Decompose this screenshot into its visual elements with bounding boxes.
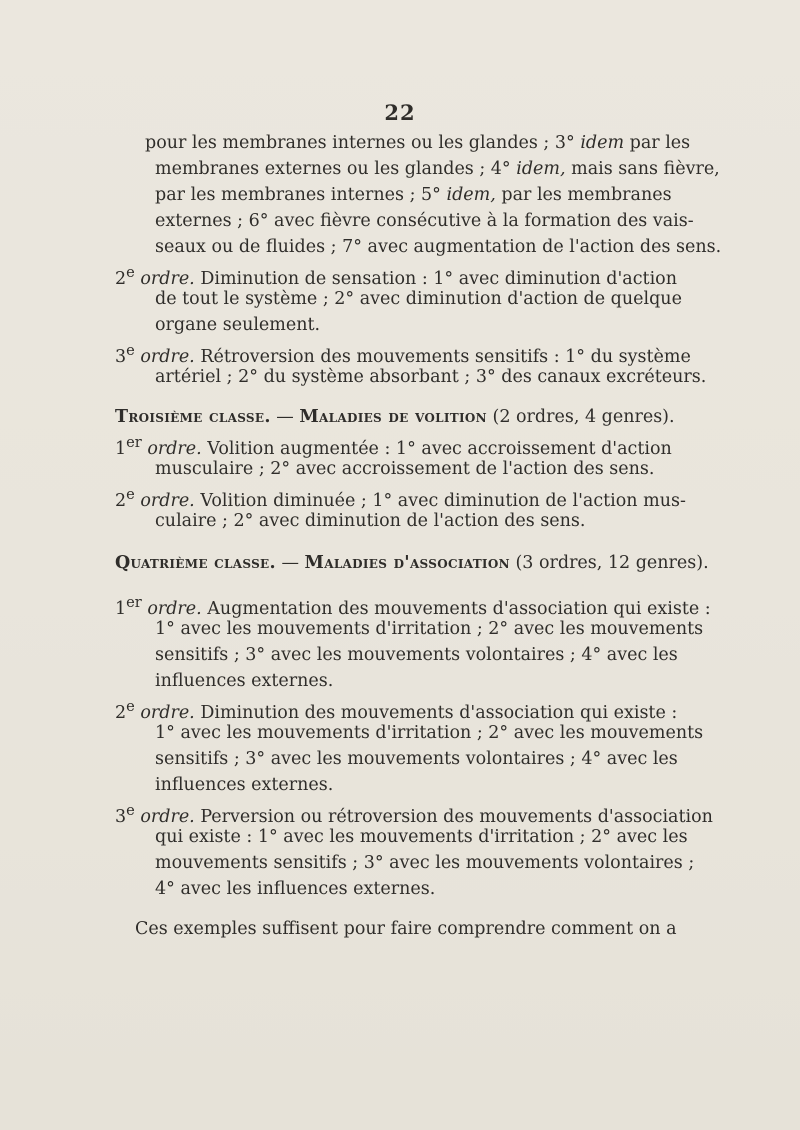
text-line: culaire ; 2° avec diminution de l'action des sens. bbox=[155, 511, 586, 531]
text-line: influences externes. bbox=[155, 775, 334, 795]
text-line: 1° avec les mouvements d'irritation ; 2° avec les mouvements bbox=[155, 723, 704, 743]
text-line: influences externes. bbox=[155, 671, 334, 691]
text-line: de tout le système ; 2° avec diminution d'action de quelque bbox=[155, 289, 682, 309]
text-line: par les membranes internes ; 5° idem, par les membranes bbox=[155, 185, 672, 205]
paragraph-line: Ces exemples suffisent pour faire comprendre comment on a bbox=[135, 919, 677, 939]
text-line: mouvements sensitifs ; 3° avec les mouvements volontaires ; bbox=[155, 853, 695, 873]
text-line: externes ; 6° avec fièvre consécutive à la formation des vais- bbox=[155, 211, 694, 231]
text-line: musculaire ; 2° avec accroissement de l'action des sens. bbox=[155, 459, 655, 479]
text-line: membranes externes ou les glandes ; 4° idem, mais sans fièvre, bbox=[155, 159, 720, 179]
page-number: 22 bbox=[384, 100, 416, 125]
order-heading-line: 3e ordre. Rétroversion des mouvements sensitifs : 1° du système bbox=[115, 342, 691, 367]
text-line: sensitifs ; 3° avec les mouvements volontaires ; 4° avec les bbox=[155, 645, 678, 665]
order-heading-line: 3e ordre. Perversion ou rétroversion des mouvements d'association bbox=[115, 802, 713, 827]
body-text bbox=[115, 130, 722, 942]
text-line: artériel ; 2° du système absorbant ; 3° des canaux excréteurs. bbox=[155, 367, 707, 387]
text-line: 1° avec les mouvements d'irritation ; 2° avec les mouvements bbox=[155, 619, 704, 639]
text-line: 4° avec les influences externes. bbox=[155, 879, 436, 899]
order-heading-line: 2e ordre. Volition diminuée ; 1° avec diminution de l'action mus- bbox=[115, 486, 686, 511]
order-heading-line: 1er ordre. Volition augmentée : 1° avec accroissement d'action bbox=[115, 434, 672, 459]
class-heading-fourth: Quatrième classe. — Maladies d'association (3 ordres, 12 genres). bbox=[115, 553, 709, 573]
order-heading-line: 2e ordre. Diminution des mouvements d'association qui existe : bbox=[115, 698, 678, 723]
class-heading-third: Troisième classe. — Maladies de volition (2 ordres, 4 genres). bbox=[115, 407, 675, 427]
order-heading-line: 2e ordre. Diminution de sensation : 1° avec diminution d'action bbox=[115, 264, 677, 289]
text-line: pour les membranes internes ou les glandes ; 3° idem par les bbox=[145, 133, 691, 153]
text-line: sensitifs ; 3° avec les mouvements volontaires ; 4° avec les bbox=[155, 749, 678, 769]
text-line: qui existe : 1° avec les mouvements d'irritation ; 2° avec les bbox=[155, 827, 688, 847]
order-heading-line: 1er ordre. Augmentation des mouvements d'association qui existe : bbox=[115, 594, 711, 619]
text-line: seaux ou de fluides ; 7° avec augmentation de l'action des sens. bbox=[155, 237, 722, 257]
text-line: organe seulement. bbox=[155, 315, 321, 335]
